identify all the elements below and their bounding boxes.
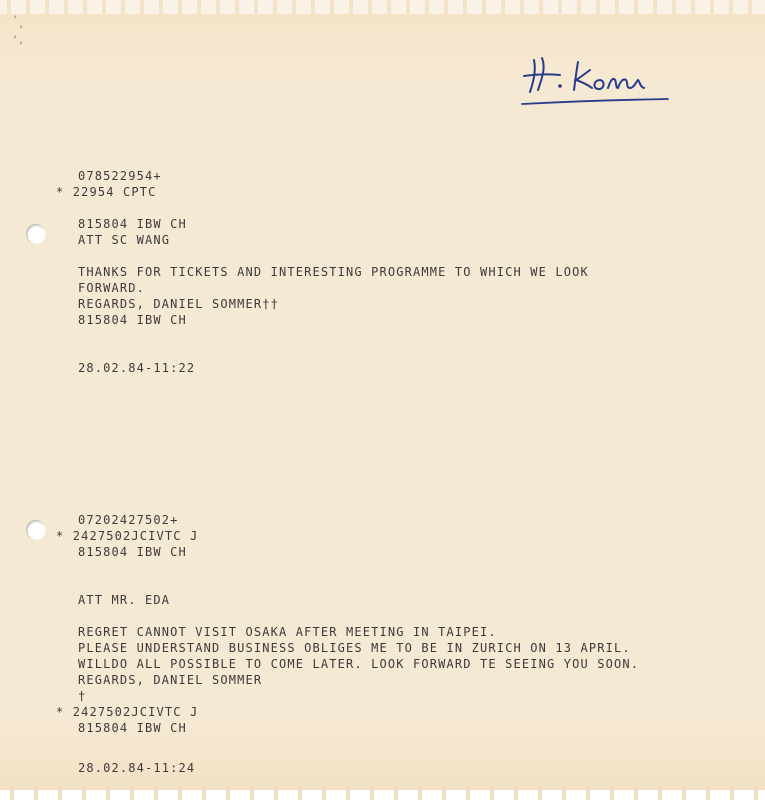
telex2-answerback-repeat: * 2427502JCIVTC J	[56, 705, 199, 719]
telex2-timestamp: 28.02.84-11:24	[78, 761, 196, 775]
telex1-sender-code: 815804 IBW CH	[78, 217, 187, 231]
telex2-header-number: 07202427502+	[78, 513, 179, 527]
telex2-attention: ATT MR. EDA	[78, 593, 171, 607]
telex1-attention: ATT SC WANG	[78, 233, 171, 247]
telex1-body-line: 815804 IBW CH	[78, 313, 187, 327]
telex2-answerback: * 2427502JCIVTC J	[56, 529, 199, 543]
paper-bottom-edge	[0, 790, 765, 800]
telex1-body-line: REGARDS, DANIEL SOMMER††	[78, 297, 279, 311]
telex2-sender-code-repeat: 815804 IBW CH	[78, 721, 187, 735]
telex2-body-line: WILLDO ALL POSSIBLE TO COME LATER. LOOK FORWARD TE SEEING YOU SOON.	[78, 657, 640, 671]
telex2-body-line: REGRET CANNOT VISIT OSAKA AFTER MEETING IN TAIPEI.	[78, 625, 497, 639]
telex1-header-number: 078522954+	[78, 169, 162, 183]
handwritten-signature-image	[520, 52, 670, 112]
telex1-answerback: * 22954 CPTC	[56, 185, 157, 199]
punch-hole-top	[26, 224, 46, 244]
telex1-timestamp: 28.02.84-11:22	[78, 361, 196, 375]
telex2-body-line: PLEASE UNDERSTAND BUSINESS OBLIGES ME TO BE IN ZURICH ON 13 APRIL.	[78, 641, 631, 655]
paper-top-edge	[0, 0, 765, 14]
telex1-body-line: FORWARD.	[78, 281, 145, 295]
telex1-body-line: THANKS FOR TICKETS AND INTERESTING PROGRAMME TO WHICH WE LOOK	[78, 265, 589, 279]
punch-hole-bottom	[26, 520, 46, 540]
telex2-sender-code: 815804 IBW CH	[78, 545, 187, 559]
telex2-body-line: REGARDS, DANIEL SOMMER	[78, 673, 263, 687]
margin-marks: ʼ ʼ ʼ,	[12, 15, 25, 46]
telex2-body-line: †	[78, 689, 87, 703]
